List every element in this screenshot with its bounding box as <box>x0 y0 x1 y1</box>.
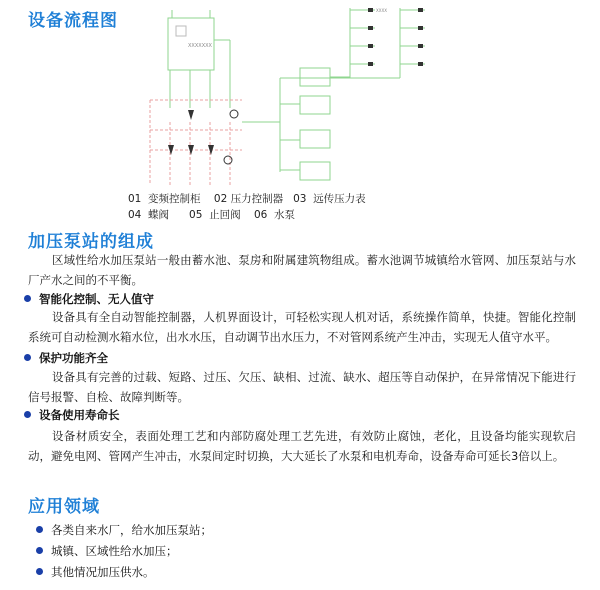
bullet-icon <box>36 568 43 575</box>
feature-title: 设备使用寿命长 <box>39 408 120 422</box>
flow-diagram-title: 设备流程图 <box>28 11 118 31</box>
bullet-icon <box>24 411 31 418</box>
feature-heading-protection <box>40 350 108 366</box>
bullet-icon <box>24 295 31 302</box>
tank-1 <box>300 96 330 114</box>
list-item: 各类自来水厂，给水加压泵站； <box>52 522 212 538</box>
equipment-flow-diagram <box>130 0 450 190</box>
composition-title: 加压泵站的组成 <box>28 232 154 252</box>
bullet-icon <box>36 526 43 533</box>
tank-2 <box>300 130 330 148</box>
feature-title: 智能化控制、无人值守 <box>39 292 154 306</box>
feature-heading-intelligent-control <box>40 291 154 307</box>
tank-0 <box>300 68 330 86</box>
feature-text-protection: 设备具有完善的过载、短路、过压、欠压、缺相、过流、缺水、超压等自动保护，在异常情况下能进行信号报警、自检、故障判断等。 <box>28 370 576 404</box>
cabinet-label: XXXXXXX <box>188 43 212 49</box>
list-item: 其他情况加压供水。 <box>52 564 155 580</box>
feature-text-long-life: 设备材质安全，表面处理工艺和内部防腐处理工艺先进，有效防止腐蚀，老化，且设备均能实现软启动，避免电网、管网产生冲击，水泵间定时切换，大大延长了水泵和电机寿命，设备寿命可延长3倍以上。 <box>28 429 576 463</box>
feature-title: 保护功能齐全 <box>39 351 108 365</box>
feature-text-intelligent-control: 设备具有全自动智能控制器，人机界面设计，可轻松实现人机对话，系统操作简单，快捷。智能化控制系统可自动检测水箱水位，出水水压，自动调节出水压力，不对管网系统产生冲击，实现无人值守水平。 <box>28 310 576 344</box>
application-title: 应用领域 <box>28 497 100 517</box>
bullet-icon <box>24 354 31 361</box>
tank-3 <box>300 162 330 180</box>
legend-row-1: 01 变频控制柜 02 压力控制器 03 远传压力表 <box>128 193 366 205</box>
outlet-label: XXXX <box>376 8 387 13</box>
legend-row-2: 04 蝶阀 05 止回阀 06 水泵 <box>128 209 295 221</box>
feature-heading-long-life <box>40 407 120 423</box>
list-item: 城镇、区域性给水加压； <box>52 543 178 559</box>
bullet-icon <box>36 547 43 554</box>
composition-paragraph: 区域性给水加压泵站一般由蓄水池、泵房和附属建筑物组成。蓄水池调节城镇给水管网、加压泵站与水厂产水之间的不平衡。 <box>28 253 576 287</box>
